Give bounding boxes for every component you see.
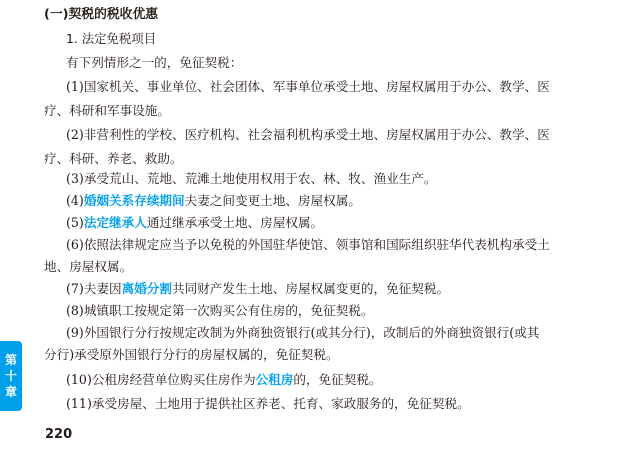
item-11: (11)承受房屋、土地用于提供社区养老、托育、家政服务的，免征契税。 xyxy=(66,396,470,411)
chapter-tab-char-3: 章 xyxy=(4,385,17,399)
item-5 xyxy=(66,215,630,231)
item-1-line-2: 疗、科研和军事设施。 xyxy=(44,103,170,118)
item-9-line-2: 分行)承受原外国银行分行的房屋权属的，免征契税。 xyxy=(44,347,339,362)
chapter-tab xyxy=(0,341,22,411)
item-10-text: 的，免征契税。 xyxy=(293,372,382,387)
item-10-prefix: (10)公租房经营单位购买住房作为 xyxy=(66,372,256,387)
item-7-prefix: (7)夫妻因 xyxy=(66,281,122,296)
intro-text: 有下列情形之一的，免征契税： xyxy=(66,55,243,70)
item-4-highlight: 婚姻关系存续期间 xyxy=(83,193,185,208)
item-4-prefix: (4) xyxy=(66,193,84,208)
item-1-line-1: (1)国家机关、事业单位、社会团体、军事单位承受土地、房屋权属用于办公、教学、医 xyxy=(66,79,550,94)
item-2-line-1: (2)非营利性的学校、医疗机构、社会福利机构承受土地、房屋权属用于办公、教学、医 xyxy=(66,127,550,142)
item-3: (3)承受荒山、荒地、荒滩土地使用权用于农、林、牧、渔业生产。 xyxy=(66,171,437,186)
item-8: (8)城镇职工按规定第一次购买公有住房的，免征契税。 xyxy=(66,303,374,318)
item-7 xyxy=(66,281,630,297)
item-2-line-2: 疗、科研、养老、救助。 xyxy=(44,151,183,166)
item-5-text: 通过继承承受土地、房屋权属。 xyxy=(146,215,324,230)
chapter-tab-char-1: 第 xyxy=(4,353,17,367)
subsection-title: 1. 法定免税项目 xyxy=(66,31,157,46)
item-5-prefix: (5) xyxy=(66,215,84,230)
item-10 xyxy=(66,372,630,388)
item-4 xyxy=(66,193,630,209)
item-4-text: 夫妻之间变更土地、房屋权属。 xyxy=(184,193,361,208)
item-7-highlight: 离婚分割 xyxy=(121,281,172,296)
chapter-tab-char-2: 十 xyxy=(4,369,17,383)
item-5-highlight: 法定继承人 xyxy=(83,215,147,230)
section-title: (一)契税的税收优惠 xyxy=(44,7,159,22)
item-10-highlight: 公租房 xyxy=(255,372,294,387)
item-7-text: 共同财产发生土地、房屋权属变更的，免征契税。 xyxy=(172,281,450,296)
page-number: 220 xyxy=(45,427,73,442)
item-6-line-1: (6)依照法律规定应当予以免税的外国驻华使馆、领事馆和国际组织驻华代表机构承受土 xyxy=(66,237,550,252)
item-6-line-2: 地、房屋权属。 xyxy=(44,259,133,274)
item-9-line-1: (9)外国银行分行按规定改制为外商独资银行(或其分行)，改制后的外商独资银行(或其 xyxy=(66,325,540,340)
